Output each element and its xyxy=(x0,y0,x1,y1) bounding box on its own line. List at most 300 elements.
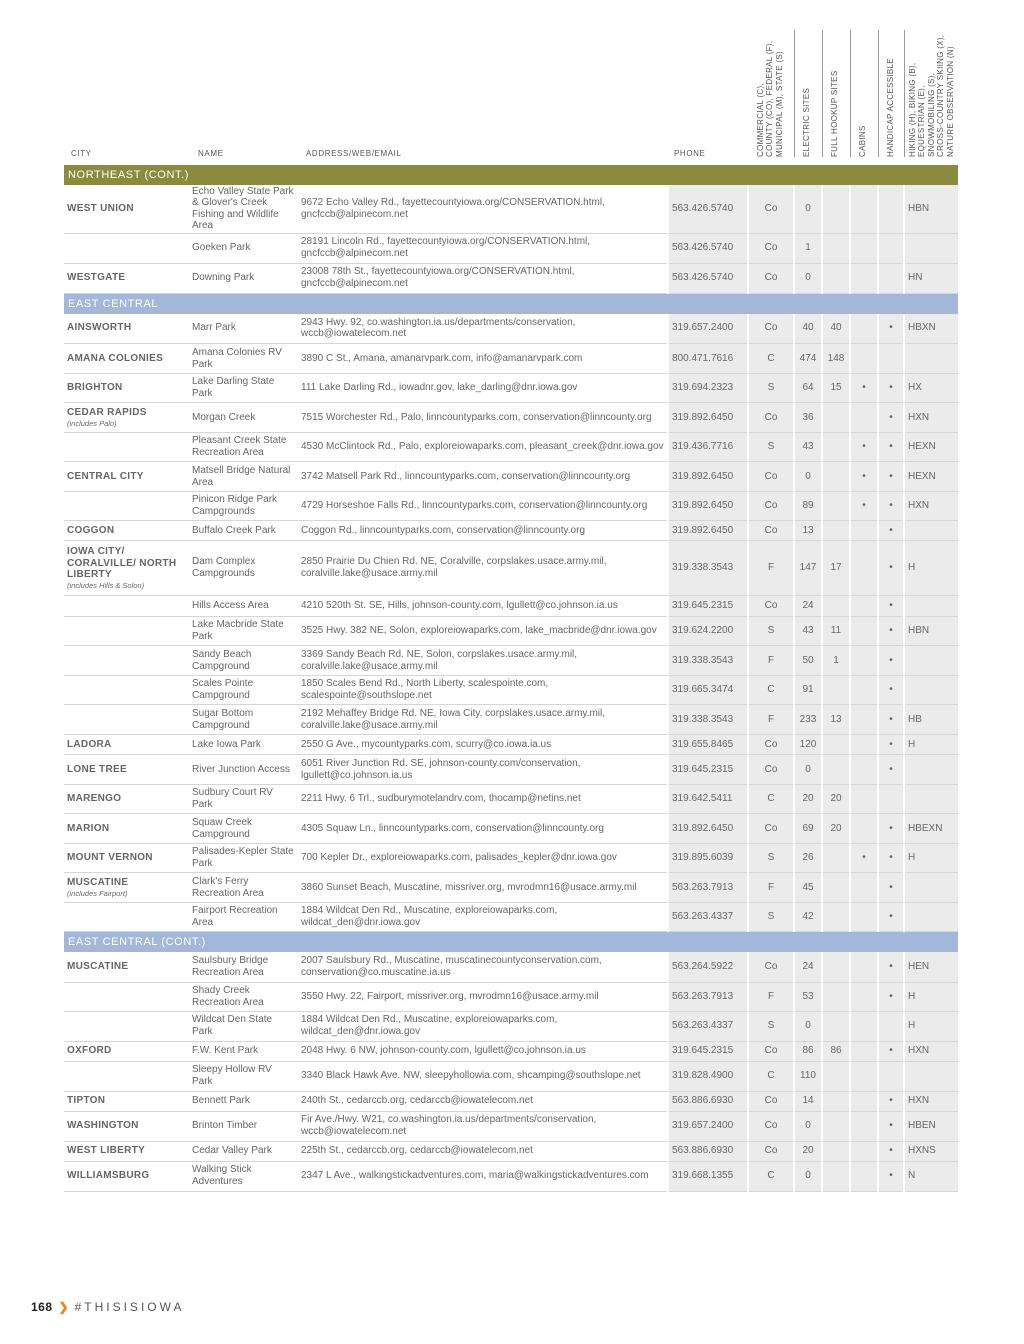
park-name-cell: Cedar Valley Park xyxy=(189,1141,298,1161)
ownership-type-cell: Co xyxy=(748,596,794,617)
activities-cell: HXN xyxy=(904,492,958,521)
section-header xyxy=(64,932,958,953)
full-hookup-sites-cell xyxy=(822,1141,850,1161)
full-hookup-sites-cell xyxy=(822,1061,850,1091)
park-name-cell: Matsell Bridge Natural Area xyxy=(189,462,298,492)
page-footer xyxy=(31,1300,185,1314)
ownership-type-cell: C xyxy=(748,785,794,814)
phone-cell: 319.892.6450 xyxy=(668,814,748,844)
cabins-cell: • xyxy=(850,462,878,492)
park-name-cell: Sudbury Court RV Park xyxy=(189,785,298,814)
ownership-type-cell: S xyxy=(748,374,794,403)
electric-sites-cell: 120 xyxy=(794,735,822,755)
park-name-cell: Downing Park xyxy=(189,263,298,293)
header-phone: PHONE xyxy=(674,149,706,158)
table-row xyxy=(64,646,958,676)
cabins-cell xyxy=(850,1091,878,1111)
table-row xyxy=(64,1041,958,1061)
ownership-type-cell: Co xyxy=(748,1041,794,1061)
full-hookup-sites-cell: 20 xyxy=(822,814,850,844)
cabins-cell: • xyxy=(850,374,878,403)
handicap-accessible-cell: • xyxy=(878,462,904,492)
address-cell: 111 Lake Darling Rd., iowadnr.gov, lake_darling@dnr.iowa.gov xyxy=(298,374,668,403)
electric-sites-cell: 91 xyxy=(794,676,822,705)
handicap-accessible-cell: • xyxy=(878,541,904,596)
table-row xyxy=(64,982,958,1011)
table-row xyxy=(64,233,958,263)
handicap-accessible-cell: • xyxy=(878,952,904,982)
ownership-type-cell: Co xyxy=(748,233,794,263)
activities-cell: HBN xyxy=(904,185,958,233)
city-cell xyxy=(64,982,189,1011)
handicap-accessible-cell: • xyxy=(878,705,904,735)
electric-sites-cell: 43 xyxy=(794,433,822,462)
city-name: LONE TREE xyxy=(67,763,127,775)
ownership-type-cell: F xyxy=(748,873,794,903)
table-row xyxy=(64,1061,958,1091)
table-row xyxy=(64,735,958,755)
city-cell xyxy=(64,492,189,521)
table-row xyxy=(64,676,958,705)
cabins-cell xyxy=(850,735,878,755)
chevron-right-icon: ❯ xyxy=(58,1300,69,1314)
table-row xyxy=(64,403,958,433)
city-cell xyxy=(64,541,189,596)
cabins-cell xyxy=(850,1011,878,1041)
park-name-cell: Bennett Park xyxy=(189,1091,298,1111)
city-name: MUSCATINE xyxy=(67,877,129,889)
activities-cell: H xyxy=(904,1011,958,1041)
park-name-cell: Dam Complex Campgrounds xyxy=(189,541,298,596)
park-name-cell: Pleasant Creek State Recreation Area xyxy=(189,433,298,462)
park-name-cell: Wildcat Den State Park xyxy=(189,1011,298,1041)
ownership-type-cell: C xyxy=(748,1061,794,1091)
activities-cell: HBEN xyxy=(904,1111,958,1141)
address-cell: Fir Ave./Hwy. W21, co.washington.ia.us/departments/conservation, wccb@iowatelecom.net xyxy=(298,1111,668,1141)
cabins-cell xyxy=(850,1141,878,1161)
activities-cell: HXN xyxy=(904,1091,958,1111)
handicap-accessible-cell: • xyxy=(878,755,904,785)
electric-sites-cell: 40 xyxy=(794,314,822,344)
address-cell: 2192 Mehaffey Bridge Rd. NE, Iowa City, corpslakes.usace.army.mil, coralville.lake@usace.army.mil xyxy=(298,705,668,735)
city-note: (includes Palo) xyxy=(67,418,117,428)
full-hookup-sites-cell xyxy=(822,844,850,873)
full-hookup-sites-cell xyxy=(822,462,850,492)
park-name-cell: F.W. Kent Park xyxy=(189,1041,298,1061)
park-name-cell: Palisades-Kepler State Park xyxy=(189,844,298,873)
phone-cell: 319.892.6450 xyxy=(668,492,748,521)
electric-sites-cell: 1 xyxy=(794,233,822,263)
address-cell: 6051 River Junction Rd. SE, johnson-county.com/conservation, lgullett@co.johnson.ia.us xyxy=(298,755,668,785)
city-name: WEST UNION xyxy=(67,202,134,214)
cabins-cell xyxy=(850,596,878,617)
city-cell xyxy=(64,755,189,785)
phone-cell: 563.264.5922 xyxy=(668,952,748,982)
activities-cell: HN xyxy=(904,263,958,293)
table-row xyxy=(64,705,958,735)
city-name: WESTGATE xyxy=(67,272,126,284)
address-cell: 225th St., cedarccb.org, cedarccb@iowatelecom.net xyxy=(298,1141,668,1161)
phone-cell: 319.892.6450 xyxy=(668,403,748,433)
city-name: IOWA CITY/ CORALVILLE/ NORTH LIBERTY xyxy=(67,546,177,581)
phone-cell: 319.828.4900 xyxy=(668,1061,748,1091)
park-name-cell: Squaw Creek Campground xyxy=(189,814,298,844)
table-row xyxy=(64,462,958,492)
activities-cell xyxy=(904,521,958,541)
city-cell xyxy=(64,735,189,755)
handicap-accessible-cell: • xyxy=(878,617,904,646)
cabins-cell: • xyxy=(850,433,878,462)
table-row xyxy=(64,844,958,873)
phone-cell: 319.645.2315 xyxy=(668,1041,748,1061)
park-name-cell: Goeken Park xyxy=(189,233,298,263)
ownership-type-cell: S xyxy=(748,617,794,646)
table-row xyxy=(64,785,958,814)
city-cell xyxy=(64,462,189,492)
phone-cell: 319.338.3543 xyxy=(668,705,748,735)
city-cell xyxy=(64,903,189,932)
park-name-cell: Marr Park xyxy=(189,314,298,344)
address-cell: 2850 Prairie Du Chien Rd. NE, Coralville, corpslakes.usace.army.mil, coralville.lake@usace.army.mil xyxy=(298,541,668,596)
table-row xyxy=(64,433,958,462)
full-hookup-sites-cell: 1 xyxy=(822,646,850,676)
city-name: LADORA xyxy=(67,738,112,750)
address-cell: 23008 78th St., fayettecountyiowa.org/CONSERVATION.html, gncfccb@alpinecom.net xyxy=(298,263,668,293)
cabins-cell xyxy=(850,233,878,263)
city-cell xyxy=(64,617,189,646)
handicap-accessible-cell: • xyxy=(878,1161,904,1191)
park-name-cell: Sandy Beach Campground xyxy=(189,646,298,676)
full-hookup-sites-cell xyxy=(822,1111,850,1141)
electric-sites-cell: 474 xyxy=(794,344,822,374)
city-cell xyxy=(64,952,189,982)
table-row xyxy=(64,1161,958,1191)
city-cell xyxy=(64,596,189,617)
city-cell xyxy=(64,1041,189,1061)
phone-cell: 319.436.7716 xyxy=(668,433,748,462)
header-city: CITY xyxy=(71,149,92,158)
handicap-accessible-cell: • xyxy=(878,433,904,462)
handicap-accessible-cell: • xyxy=(878,814,904,844)
city-name: CEDAR RAPIDS xyxy=(67,407,147,419)
handicap-accessible-cell: • xyxy=(878,844,904,873)
header-type: COMMERCIAL (C), COUNTY (CO), FEDERAL (F), MUNICIPAL (M), STATE (S) xyxy=(756,40,784,157)
city-cell xyxy=(64,185,189,233)
phone-cell: 319.645.2315 xyxy=(668,596,748,617)
cabins-cell xyxy=(850,952,878,982)
park-name-cell: Clark's Ferry Recreation Area xyxy=(189,873,298,903)
header-cabins: CABINS xyxy=(858,125,867,157)
city-cell xyxy=(64,433,189,462)
activities-cell: HB xyxy=(904,705,958,735)
address-cell: 3742 Matsell Park Rd., linncountyparks.com, conservation@linncounty.org xyxy=(298,462,668,492)
electric-sites-cell: 89 xyxy=(794,492,822,521)
phone-cell: 800.471.7616 xyxy=(668,344,748,374)
electric-sites-cell: 233 xyxy=(794,705,822,735)
ownership-type-cell: Co xyxy=(748,952,794,982)
cabins-cell xyxy=(850,185,878,233)
header-divider xyxy=(850,30,851,157)
electric-sites-cell: 36 xyxy=(794,403,822,433)
table-row xyxy=(64,1011,958,1041)
activities-cell xyxy=(904,755,958,785)
phone-cell: 319.657.2400 xyxy=(668,314,748,344)
handicap-accessible-cell xyxy=(878,1011,904,1041)
full-hookup-sites-cell xyxy=(822,903,850,932)
city-name: WASHINGTON xyxy=(67,1120,139,1132)
park-name-cell: Lake Darling State Park xyxy=(189,374,298,403)
electric-sites-cell: 147 xyxy=(794,541,822,596)
cabins-cell xyxy=(850,541,878,596)
city-name: WEST LIBERTY xyxy=(67,1145,146,1157)
handicap-accessible-cell: • xyxy=(878,676,904,705)
ownership-type-cell: Co xyxy=(748,1091,794,1111)
park-name-cell: Lake Macbride State Park xyxy=(189,617,298,646)
table-row xyxy=(64,903,958,932)
electric-sites-cell: 0 xyxy=(794,1161,822,1191)
city-cell xyxy=(64,1111,189,1141)
full-hookup-sites-cell: 20 xyxy=(822,785,850,814)
activities-cell xyxy=(904,873,958,903)
full-hookup-sites-cell: 40 xyxy=(822,314,850,344)
handicap-accessible-cell xyxy=(878,344,904,374)
phone-cell: 319.892.6450 xyxy=(668,521,748,541)
activities-cell xyxy=(904,646,958,676)
electric-sites-cell: 20 xyxy=(794,785,822,814)
footer-hashtag: #THISISIOWA xyxy=(74,1300,185,1314)
activities-cell: HXN xyxy=(904,1041,958,1061)
activities-cell xyxy=(904,596,958,617)
phone-cell: 319.694.2323 xyxy=(668,374,748,403)
city-name: AMANA COLONIES xyxy=(67,352,164,364)
handicap-accessible-cell xyxy=(878,1061,904,1091)
phone-cell: 563.263.4337 xyxy=(668,1011,748,1041)
address-cell: 1884 Wildcat Den Rd., Muscatine, exploreiowaparks.com, wildcat_den@dnr.iowa.gov xyxy=(298,1011,668,1041)
full-hookup-sites-cell xyxy=(822,263,850,293)
electric-sites-cell: 0 xyxy=(794,755,822,785)
city-name: MOUNT VERNON xyxy=(67,852,153,864)
park-name-cell: Shady Creek Recreation Area xyxy=(189,982,298,1011)
section-label: NORTHEAST (CONT.) xyxy=(64,165,958,185)
activities-cell: HEXN xyxy=(904,433,958,462)
ownership-type-cell: F xyxy=(748,705,794,735)
electric-sites-cell: 0 xyxy=(794,185,822,233)
electric-sites-cell: 20 xyxy=(794,1141,822,1161)
city-name: OXFORD xyxy=(67,1045,112,1057)
phone-cell: 319.655.8465 xyxy=(668,735,748,755)
cabins-cell xyxy=(850,1111,878,1141)
park-name-cell: Pinicon Ridge Park Campgrounds xyxy=(189,492,298,521)
cabins-cell xyxy=(850,676,878,705)
city-name: MARENGO xyxy=(67,793,122,805)
full-hookup-sites-cell xyxy=(822,1011,850,1041)
header-handicap-accessible: HANDICAP ACCESSIBLE xyxy=(886,58,895,157)
park-name-cell: Morgan Creek xyxy=(189,403,298,433)
section-header xyxy=(64,293,958,314)
handicap-accessible-cell: • xyxy=(878,903,904,932)
table-row xyxy=(64,952,958,982)
activities-cell: HEN xyxy=(904,952,958,982)
handicap-accessible-cell: • xyxy=(878,873,904,903)
address-cell: 4210 520th St. SE, Hills, johnson-county.com, lgullett@co.johnson.ia.us xyxy=(298,596,668,617)
cabins-cell xyxy=(850,1061,878,1091)
full-hookup-sites-cell: 148 xyxy=(822,344,850,374)
phone-cell: 563.263.7913 xyxy=(668,873,748,903)
city-cell xyxy=(64,521,189,541)
park-name-cell: Lake Iowa Park xyxy=(189,735,298,755)
park-name-cell: Amana Colonies RV Park xyxy=(189,344,298,374)
address-cell: 2347 L Ave., walkingstickadventures.com, maria@walkingstickadventures.com xyxy=(298,1161,668,1191)
electric-sites-cell: 0 xyxy=(794,1111,822,1141)
electric-sites-cell: 13 xyxy=(794,521,822,541)
city-cell xyxy=(64,1161,189,1191)
full-hookup-sites-cell xyxy=(822,596,850,617)
ownership-type-cell: S xyxy=(748,433,794,462)
address-cell: 3550 Hwy. 22, Fairport, missriver.org, mvrodmn16@usace.army.mil xyxy=(298,982,668,1011)
city-note: (includes Hills & Solon) xyxy=(67,580,145,590)
electric-sites-cell: 0 xyxy=(794,263,822,293)
city-cell xyxy=(64,1061,189,1091)
city-cell xyxy=(64,844,189,873)
cabins-cell xyxy=(850,785,878,814)
phone-cell: 319.624.2200 xyxy=(668,617,748,646)
full-hookup-sites-cell: 11 xyxy=(822,617,850,646)
city-cell xyxy=(64,1091,189,1111)
city-cell xyxy=(64,705,189,735)
ownership-type-cell: Co xyxy=(748,521,794,541)
activities-cell: N xyxy=(904,1161,958,1191)
activities-cell xyxy=(904,1061,958,1091)
handicap-accessible-cell: • xyxy=(878,596,904,617)
handicap-accessible-cell: • xyxy=(878,982,904,1011)
ownership-type-cell: Co xyxy=(748,403,794,433)
activities-cell xyxy=(904,903,958,932)
header-divider xyxy=(904,30,905,157)
electric-sites-cell: 26 xyxy=(794,844,822,873)
activities-cell: H xyxy=(904,735,958,755)
full-hookup-sites-cell xyxy=(822,952,850,982)
city-name: TIPTON xyxy=(67,1095,106,1107)
city-cell xyxy=(64,233,189,263)
cabins-cell xyxy=(850,344,878,374)
ownership-type-cell: Co xyxy=(748,1141,794,1161)
park-name-cell: Sleepy Hollow RV Park xyxy=(189,1061,298,1091)
header-divider xyxy=(794,30,795,157)
cabins-cell xyxy=(850,521,878,541)
cabins-cell xyxy=(850,1041,878,1061)
activities-cell: HX xyxy=(904,374,958,403)
activities-cell: H xyxy=(904,541,958,596)
city-cell xyxy=(64,873,189,903)
address-cell: 1850 Scales Bend Rd., North Liberty, scalespointe.com, scalespointe@southslope.net xyxy=(298,676,668,705)
full-hookup-sites-cell: 17 xyxy=(822,541,850,596)
full-hookup-sites-cell xyxy=(822,1161,850,1191)
city-cell xyxy=(64,314,189,344)
table-row xyxy=(64,492,958,521)
ownership-type-cell: S xyxy=(748,1011,794,1041)
ownership-type-cell: Co xyxy=(748,492,794,521)
electric-sites-cell: 86 xyxy=(794,1041,822,1061)
phone-cell: 319.338.3543 xyxy=(668,541,748,596)
ownership-type-cell: F xyxy=(748,646,794,676)
city-cell xyxy=(64,263,189,293)
phone-cell: 319.645.2315 xyxy=(668,755,748,785)
ownership-type-cell: C xyxy=(748,1161,794,1191)
full-hookup-sites-cell: 13 xyxy=(822,705,850,735)
ownership-type-cell: S xyxy=(748,903,794,932)
phone-cell: 319.668.1355 xyxy=(668,1161,748,1191)
activities-cell xyxy=(904,785,958,814)
city-cell xyxy=(64,676,189,705)
handicap-accessible-cell: • xyxy=(878,1091,904,1111)
section-label: EAST CENTRAL (CONT.) xyxy=(64,932,958,953)
cabins-cell: • xyxy=(850,492,878,521)
activities-cell: HEXN xyxy=(904,462,958,492)
full-hookup-sites-cell xyxy=(822,233,850,263)
city-cell xyxy=(64,344,189,374)
table-row xyxy=(64,596,958,617)
ownership-type-cell: Co xyxy=(748,263,794,293)
handicap-accessible-cell: • xyxy=(878,1041,904,1061)
city-cell xyxy=(64,785,189,814)
handicap-accessible-cell: • xyxy=(878,1141,904,1161)
ownership-type-cell: Co xyxy=(748,735,794,755)
address-cell: 3369 Sandy Beach Rd. NE, Solon, corpslakes.usace.army.mil, coralville.lake@usace.army.mil xyxy=(298,646,668,676)
header-name: NAME xyxy=(198,149,224,158)
ownership-type-cell: C xyxy=(748,676,794,705)
address-cell: 2550 G Ave., mycountyparks.com, scurry@co.iowa.ia.us xyxy=(298,735,668,755)
phone-cell: 563.886.6930 xyxy=(668,1091,748,1111)
phone-cell: 319.642.5411 xyxy=(668,785,748,814)
header-divider xyxy=(878,30,879,157)
table-row xyxy=(64,185,958,233)
city-cell xyxy=(64,1141,189,1161)
header-activities: HIKING (H), BIKING (B), EQUESTRIAN (E), SNOWMOBILING (S), CROSS-COUNTRY SKIING (X), NATURE OBSERVATION (N) xyxy=(908,34,955,157)
phone-cell: 319.892.6450 xyxy=(668,462,748,492)
address-cell: 28191 Lincoln Rd., fayettecountyiowa.org/CONSERVATION.html, gncfccb@alpinecom.net xyxy=(298,233,668,263)
address-cell: Coggon Rd., linncountyparks.com, conservation@linncounty.org xyxy=(298,521,668,541)
address-cell: 3860 Sunset Beach, Muscatine, missriver.org, mvrodmn16@usace.army.mil xyxy=(298,873,668,903)
city-cell xyxy=(64,814,189,844)
cabins-cell xyxy=(850,755,878,785)
ownership-type-cell: Co xyxy=(748,755,794,785)
address-cell: 2048 Hwy. 6 NW, johnson-county.com, lgullett@co.johnson.ia.us xyxy=(298,1041,668,1061)
address-cell: 240th St., cedarccb.org, cedarccb@iowatelecom.net xyxy=(298,1091,668,1111)
cabins-cell xyxy=(850,403,878,433)
ownership-type-cell: Co xyxy=(748,462,794,492)
full-hookup-sites-cell xyxy=(822,982,850,1011)
electric-sites-cell: 24 xyxy=(794,952,822,982)
city-cell xyxy=(64,1011,189,1041)
handicap-accessible-cell xyxy=(878,263,904,293)
electric-sites-cell: 69 xyxy=(794,814,822,844)
electric-sites-cell: 64 xyxy=(794,374,822,403)
city-name: AINSWORTH xyxy=(67,322,132,334)
phone-cell: 563.263.7913 xyxy=(668,982,748,1011)
address-cell: 7515 Worchester Rd., Palo, linncountyparks.com, conservation@linncounty.org xyxy=(298,403,668,433)
ownership-type-cell: Co xyxy=(748,185,794,233)
electric-sites-cell: 45 xyxy=(794,873,822,903)
park-name-cell: Scales Pointe Campground xyxy=(189,676,298,705)
page-number: 168 xyxy=(31,1300,53,1314)
table-row xyxy=(64,263,958,293)
cabins-cell xyxy=(850,982,878,1011)
activities-cell: HBN xyxy=(904,617,958,646)
handicap-accessible-cell xyxy=(878,785,904,814)
table-row xyxy=(64,344,958,374)
electric-sites-cell: 43 xyxy=(794,617,822,646)
phone-cell: 563.263.4337 xyxy=(668,903,748,932)
